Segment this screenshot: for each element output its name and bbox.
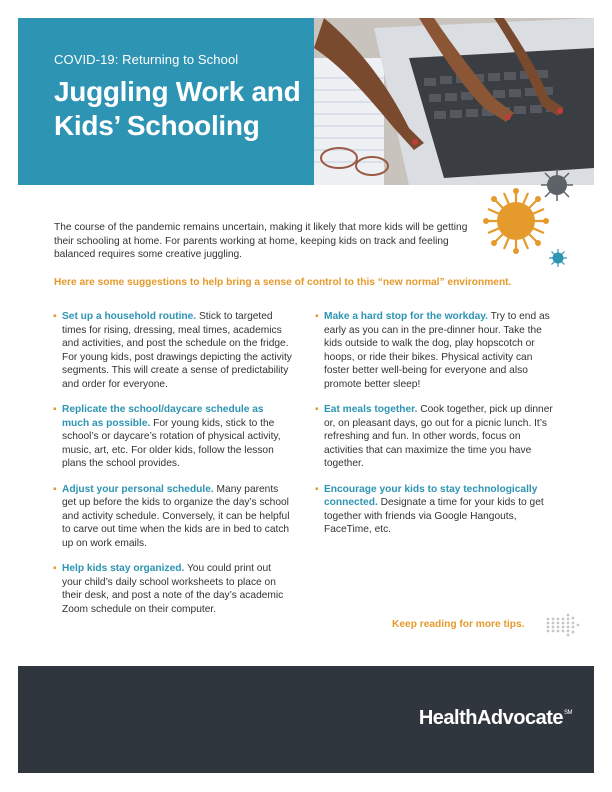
virus-icon (549, 249, 567, 267)
logo-text: HealthAdvocate (418, 707, 563, 729)
list-item (316, 483, 554, 537)
laptop-hands-photo (314, 18, 594, 185)
bullet-icon: ▪ (53, 483, 57, 495)
lead-sentence: Here are some suggestions to help bring a sense of control to this “new normal” environment. (54, 277, 512, 288)
tips-column-left (54, 310, 292, 628)
bullet-icon: ▪ (53, 404, 57, 415)
bullet-icon: ▪ (315, 404, 319, 415)
list-item (316, 403, 554, 471)
bullet-icon: ▪ (53, 563, 57, 574)
list-item (54, 562, 292, 616)
tips-column-right (316, 310, 554, 549)
header-band (18, 18, 314, 185)
intro-paragraph: The course of the pandemic remains uncertain, making it likely that more kids will be getting their schooling at home. For parents working at home, keeping kids on track and feeling balanced requires some creative juggling. (54, 222, 468, 260)
keep-reading-link[interactable]: Keep reading for more tips. (392, 619, 525, 630)
tip-heading: Make a hard stop for the workday. (324, 311, 488, 322)
bullet-icon: ▪ (315, 483, 319, 495)
virus-icon (483, 188, 549, 254)
title-line-1: Juggling Work and (54, 76, 301, 107)
list-item (54, 403, 292, 471)
list-item (316, 310, 554, 391)
tip-body: Stick to targeted times for rising, dressing, meal times, academics and activities, and post the schedule on the fridge. For young kids, post drawings depicting the activity segments. This will create a sense of predictability and order for everyone. (62, 311, 292, 390)
dotted-arrow-icon (545, 612, 585, 638)
tip-heading: Encourage your kids to stay technologically connected. (324, 483, 538, 508)
title-line-2: Kids’ Schooling (54, 110, 260, 141)
list-item (54, 483, 292, 551)
tip-heading: Replicate the school/daycare schedule as much as possible. (62, 404, 264, 429)
tip-body: Many parents get up before the kids to organize the day’s school and activity schedule. Conversely, it can be helpful to carve out time when the kids are in bed to catch up on work emails. (62, 483, 290, 549)
health-advocate-logo (419, 707, 572, 730)
footer-band (18, 666, 594, 773)
tip-body: Cook together, pick up dinner or, on pleasant days, go out for a picnic lunch. It’s refreshing and fun. In other words, focus on activities that can maximize the time you have together. (324, 404, 553, 469)
service-mark: SM (564, 710, 572, 716)
tip-heading: Help kids stay organized. (62, 563, 185, 574)
bullet-icon: ▪ (53, 311, 57, 322)
tip-heading: Adjust your personal schedule. (62, 483, 214, 495)
list-item (54, 310, 292, 391)
bullet-icon: ▪ (315, 311, 319, 322)
tip-body: You could print out your child’s daily school worksheets to place on their desk, and post a note of the day’s academic Zoom schedule on their computer. (62, 563, 284, 615)
page-title (54, 75, 314, 143)
tip-heading: Set up a household routine. (62, 311, 197, 322)
tip-heading: Eat meals together. (324, 404, 418, 415)
eyebrow: COVID-19: Returning to School (54, 52, 239, 67)
tip-body: For young kids, stick to the school’s or daycare’s rotation of physical activity, music, art, etc. For older kids, follow the lesson plans the school provides. (62, 417, 281, 469)
tip-body: Designate a time for your kids to get together with friends via Google Hangouts, FaceTime, etc. (324, 497, 544, 535)
tip-body: Try to end as early as you can in the pre-dinner hour. Take the kids outside to walk the dog, play hopscotch or hoops, or ride their bikes. Physical activity can foster better well-being for everyone and also promote better sleep! (324, 311, 550, 390)
